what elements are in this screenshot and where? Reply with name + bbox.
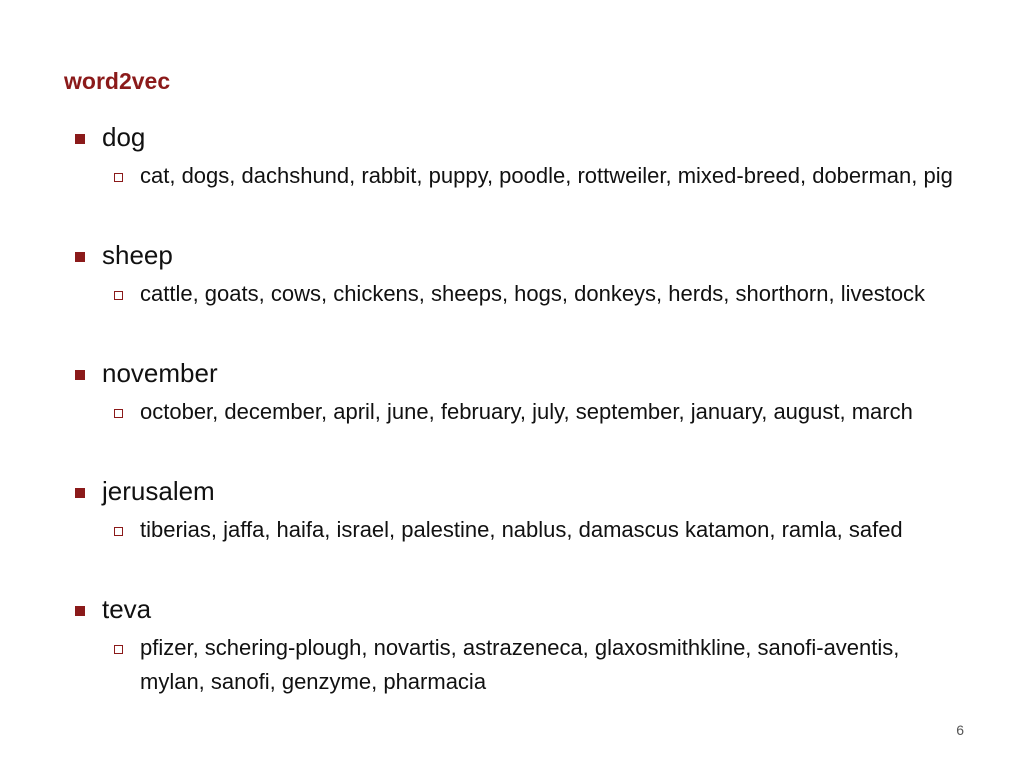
square-bullet-icon — [75, 252, 85, 262]
neighbors-row — [0, 508, 1024, 592]
query-word-row — [0, 238, 1024, 272]
query-word: dog — [102, 122, 146, 152]
list-item — [0, 592, 1024, 710]
neighbor-words: pfizer, schering-plough, novartis, astrazeneca, glaxosmithkline, sanofi-aventis, mylan, sanofi, genzyme, pharmacia — [140, 635, 900, 694]
hollow-square-bullet-icon — [114, 173, 123, 182]
neighbors-row — [0, 626, 1024, 710]
list-item — [0, 474, 1024, 592]
hollow-square-bullet-icon — [114, 409, 123, 418]
query-word: teva — [102, 594, 152, 624]
query-word-row — [0, 120, 1024, 154]
square-bullet-icon — [75, 606, 85, 616]
query-word: sheep — [102, 240, 173, 270]
square-bullet-icon — [75, 488, 85, 498]
word-neighbor-list — [0, 120, 1024, 710]
neighbors-row — [0, 272, 1024, 356]
query-word-row — [0, 356, 1024, 390]
list-item — [0, 120, 1024, 238]
slide-title: word2vec — [64, 68, 171, 94]
neighbors-row — [0, 390, 1024, 474]
neighbor-words: cattle, goats, cows, chickens, sheeps, hogs, donkeys, herds, shorthorn, livestock — [140, 281, 926, 306]
page-number: 6 — [956, 722, 964, 738]
square-bullet-icon — [75, 370, 85, 380]
square-bullet-icon — [75, 134, 85, 144]
neighbor-words: cat, dogs, dachshund, rabbit, puppy, poodle, rottweiler, mixed-breed, doberman, pig — [140, 163, 953, 188]
neighbor-words: tiberias, jaffa, haifa, israel, palestine, nablus, damascus katamon, ramla, safed — [140, 517, 903, 542]
hollow-square-bullet-icon — [114, 291, 123, 300]
hollow-square-bullet-icon — [114, 645, 123, 654]
query-word-row — [0, 474, 1024, 508]
query-word: jerusalem — [102, 476, 215, 506]
list-item — [0, 356, 1024, 474]
neighbor-words: october, december, april, june, february, july, september, january, august, march — [140, 399, 913, 424]
hollow-square-bullet-icon — [114, 527, 123, 536]
query-word: november — [102, 358, 218, 388]
query-word-row — [0, 592, 1024, 626]
list-item — [0, 238, 1024, 356]
neighbors-row — [0, 154, 1024, 238]
